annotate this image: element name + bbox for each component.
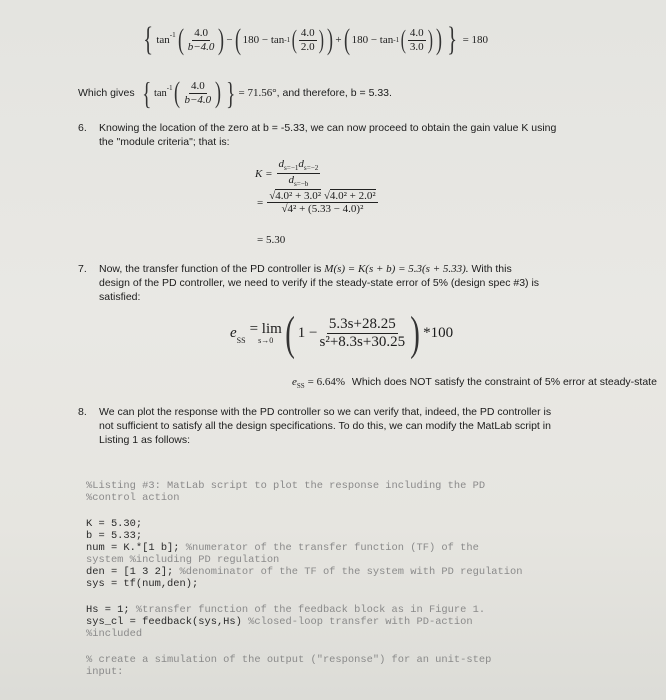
item-6-line-1: Knowing the location of the zero at b = -5.33, we can now proceed to obtain the gain value K using <box>99 122 557 134</box>
item-7-line-2: design of the PD controller, we need to verify if the steady-state error of 5% (design spec #3) is <box>99 277 540 289</box>
listing-b: b = 5.33; <box>86 530 143 542</box>
eq-inv-3: -1 <box>393 36 400 44</box>
listing-comment-2: %control action <box>86 492 180 504</box>
item-6-number: 6. <box>78 122 87 134</box>
ess-times: *100 <box>423 324 454 341</box>
item-7-tf: M(s) = K(s + b) = 5.3(s + 5.33). <box>324 263 469 275</box>
ess-e: e <box>230 324 237 341</box>
item-7-number: 7. <box>78 263 87 275</box>
item-7-line-1-text: Now, the transfer function of the PD controller is <box>99 263 322 275</box>
listing-k: K = 5.30; <box>86 518 143 530</box>
listing-cl-line <box>86 616 522 628</box>
eq-180-tan-b: 180 − tan <box>351 34 394 46</box>
fraction-2: $\frac{4.0}{2.0}$ <box>300 27 315 53</box>
k-denominator: $d_{s=-b}$ <box>288 174 309 189</box>
k-sqrt-numerator: √4.0² + 3.0² √4.0² + 2.0² <box>269 190 376 202</box>
code-listing <box>86 480 522 678</box>
ess-lim-text: = lim <box>249 321 282 337</box>
listing-den-line <box>86 566 522 578</box>
item-8-line-3: Listing 1 as follows: <box>99 434 191 446</box>
ess-frac-num: 5.3s+28.25 <box>328 316 396 332</box>
k-eq-sign: = <box>257 196 264 209</box>
listing-hs: Hs = 1; <box>86 604 130 616</box>
listing-num: num = K.*[1 b]; <box>86 542 180 554</box>
ess-frac-den: s²+8.3s+30.25 <box>319 333 406 350</box>
sqrt-den: 4² + (5.33 − 4.0)² <box>287 203 364 216</box>
ess-lim-sub: s→0 <box>258 336 274 345</box>
item-7-line-1 <box>99 262 512 276</box>
fraction-1: $\frac{4.0}{b-4.0}$ <box>187 27 215 53</box>
ess-sub: SS <box>236 335 246 345</box>
eq-plus: + <box>335 34 342 46</box>
which-gives-label: Which gives <box>78 87 135 99</box>
listing-den: den = [1 3 2]; <box>86 566 174 578</box>
ess-one: 1 − <box>297 324 318 341</box>
equation-angle-condition: { tan $^{-1}$ ( $\frac{4.0}{b-4.0}$ ) − ( 180 − tan -1 ( $\frac{4.0}{2.0}$ ) ) + ( 180 − tan -1 ( $\frac{4.0}{3.0}$ ) ) } = 180 <box>143 21 489 58</box>
k-equation <box>255 158 320 189</box>
item-6-line-2: the "module criteria"; that is: <box>99 136 230 148</box>
sqrt-num-1: 4.0² + 3.0² <box>275 190 322 202</box>
sqrt-num-2: 4.0² + 2.0² <box>329 190 376 202</box>
listing-num-comment: %numerator of the transfer function (TF) of the <box>179 542 479 554</box>
k-sqrt-fraction <box>267 190 377 215</box>
which-tail: , and therefore, b = 5.33. <box>276 87 392 99</box>
eq-minus: − <box>226 34 233 46</box>
item-8-line-1: We can plot the response with the PD controller so we can verify that, indeed, the PD controller is <box>99 406 552 418</box>
listing-sim-comment-2: input: <box>86 666 124 678</box>
ess-res-text: Which does NOT satisfy the constraint of 5% error at steady-state <box>351 376 657 388</box>
k-sqrt-equation <box>257 190 378 215</box>
eq-tan-1: tan <box>156 34 170 46</box>
which-inv: -1 <box>166 84 173 92</box>
which-fraction: $\frac{4.0}{b-4.0}$ <box>184 80 212 106</box>
listing-num-line <box>86 542 522 554</box>
item-7-line-1-tail: With this <box>471 263 512 275</box>
which-tan: tan <box>153 87 167 99</box>
ess-lim <box>250 321 282 345</box>
listing-den-comment: %denominator of the TF of the system with PD regulation <box>173 566 523 578</box>
ess-res-val: = 6.64% <box>307 376 345 388</box>
listing-sys: sys = tf(num,den); <box>86 578 199 590</box>
k-num-d1: d <box>278 158 285 170</box>
k-num-d2: d <box>298 158 304 170</box>
item-8-line-2: not sufficient to satisfy all the design specifications. To do this, we can modify the MatLab script in <box>99 420 551 432</box>
k-sqrt-denominator: √4² + (5.33 − 4.0)² <box>281 203 364 216</box>
ess-fraction <box>318 316 408 350</box>
k-fraction <box>277 158 321 189</box>
equation-which-gives: Which gives { tan $^{-1}$ ( $\frac{4.0}{b-4.0}$ ) } = 71.56° , and therefore, b = 5.33. <box>78 74 392 111</box>
k-den-d: d <box>288 174 294 187</box>
eq-inv-1: -1 <box>169 31 176 39</box>
listing-hs-line <box>86 604 522 616</box>
ess-equation: e $_{SS}$ = lim s→0 ( 1 − $\frac{5.3s+28.25}{\text{s²+8.3s+30.25}}$ ) *100 <box>230 306 454 360</box>
ess-res-sub: SS <box>296 382 305 391</box>
item-7-line-3: satisfied: <box>99 291 141 303</box>
listing-num-comment-2: system %including PD regulation <box>86 554 280 566</box>
which-value: = 71.56° <box>238 87 277 99</box>
item-8-number: 8. <box>78 406 87 418</box>
k-lhs: K = <box>255 167 273 180</box>
eq-inv-2: -1 <box>284 36 291 44</box>
fraction-3: $\frac{4.0}{3.0}$ <box>409 27 424 53</box>
k-result: = 5.30 <box>257 234 286 246</box>
ess-res-e: e <box>292 376 297 388</box>
listing-sim-comment: % create a simulation of the output ("response") for an unit-step <box>86 654 492 666</box>
listing-cl-comment-2: %included <box>86 628 143 640</box>
listing-cl: sys_cl = feedback(sys,Hs) <box>86 616 242 628</box>
eq-180-tan-a: 180 − tan <box>242 34 285 46</box>
listing-cl-comment: %closed-loop transfer with PD-action <box>241 616 473 628</box>
ess-result <box>292 376 657 390</box>
eq-result: = 180 <box>462 34 489 46</box>
listing-hs-comment: %transfer function of the feedback block as in Figure 1. <box>129 604 486 616</box>
listing-comment-1: %Listing #3: MatLab script to plot the response including the PD <box>86 480 486 492</box>
k-numerator: $d_{s=-1}d_{s=-2}$ <box>278 158 319 173</box>
